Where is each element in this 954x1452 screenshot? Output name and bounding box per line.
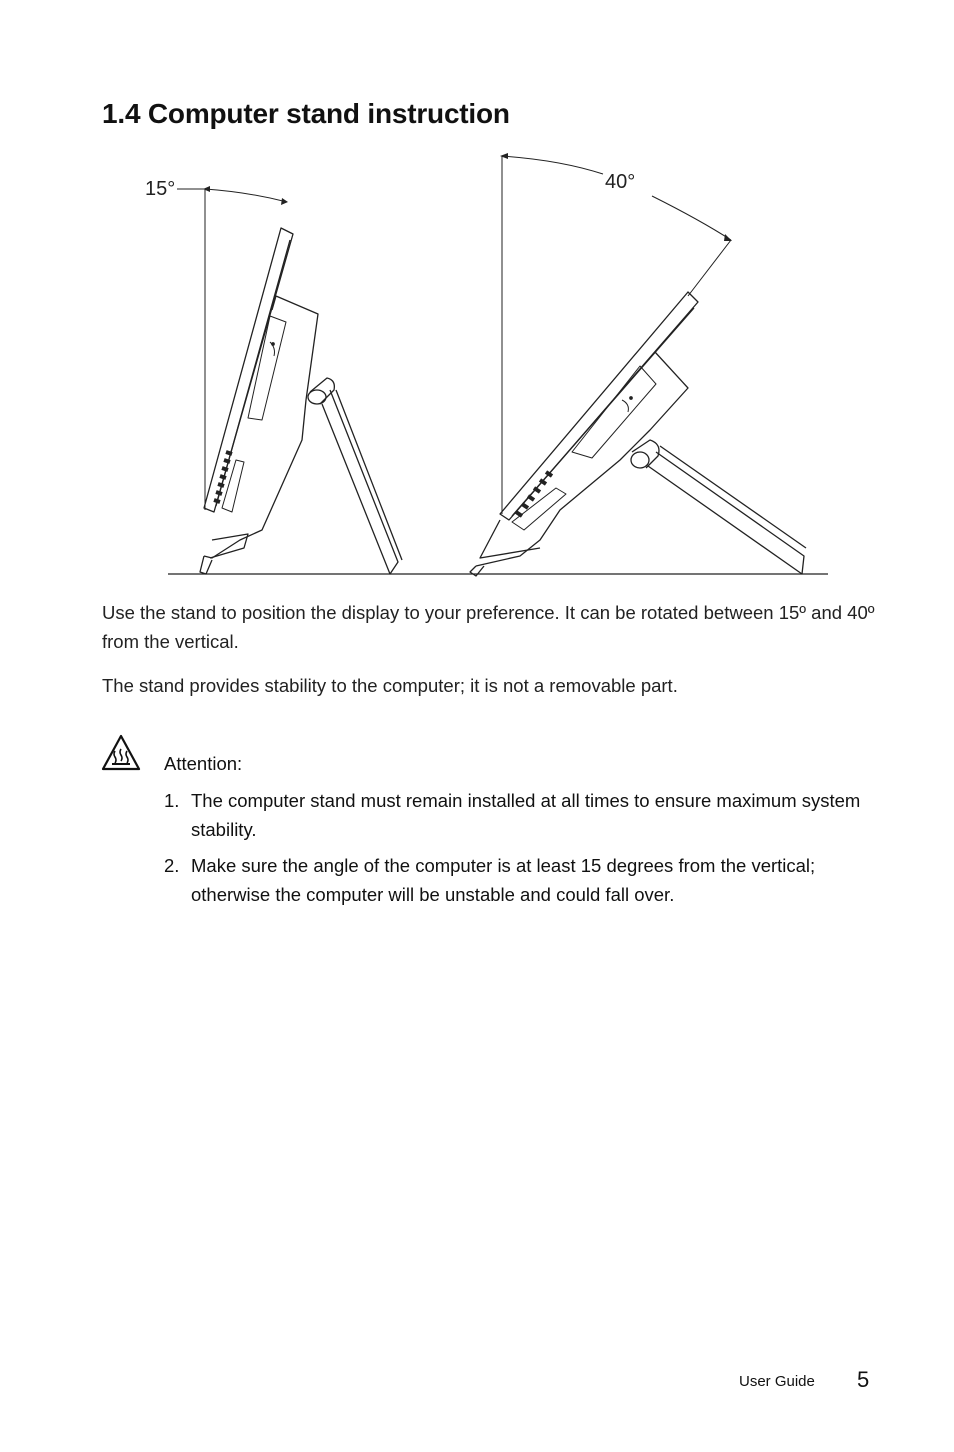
list-item (164, 851, 864, 909)
page-title: 1.4 Computer stand instruction (102, 98, 510, 129)
hot-surface-warning-icon (101, 733, 141, 773)
computer-15-degrees (177, 186, 402, 574)
computer-40-degrees (470, 153, 806, 576)
footer-label: User Guide (739, 1373, 815, 1390)
stand-angle-diagram (0, 140, 954, 590)
attention-title: Attention: (164, 753, 243, 774)
page-number: 5 (857, 1367, 870, 1392)
paragraph-stand-rotation: Use the stand to position the display to your preference. It can be rotated between 15º and 40º from the vertical. (102, 602, 875, 652)
attention-list (164, 786, 864, 916)
list-item-number: 1. (164, 790, 180, 811)
list-item-text: Make sure the angle of the computer is at least 15 degrees from the vertical; otherwise the computer will be unstable and could fall over. (191, 855, 816, 905)
list-item-text: The computer stand must remain installed at all times to ensure maximum system stability. (191, 790, 861, 840)
angle-label-15: 15° (145, 178, 176, 200)
angle-label-40: 40° (605, 171, 636, 193)
list-item-number: 2. (164, 855, 180, 876)
paragraph-stand-stability: The stand provides stability to the computer; it is not a removable part. (102, 675, 678, 696)
list-item (164, 786, 864, 844)
